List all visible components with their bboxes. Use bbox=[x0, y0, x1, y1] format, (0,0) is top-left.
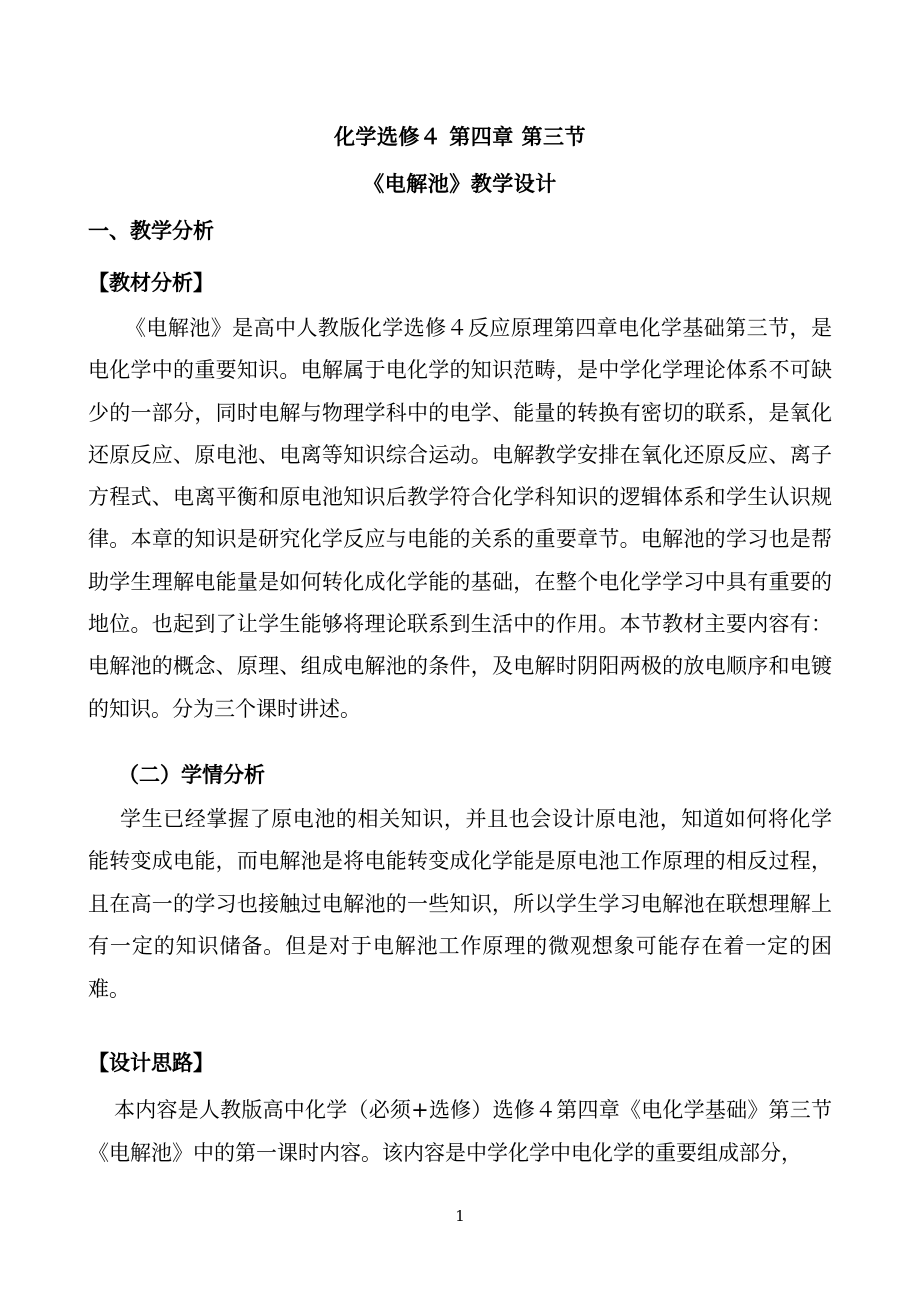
page-number: 1 bbox=[455, 1207, 465, 1225]
design-idea-paragraph: 本内容是人教版高中化学（必须+选修）选修４第四章《电化学基础》第三节《电解池》中的第一课时内容。该内容是中学化学中电化学的重要组成部分， bbox=[88, 1098, 832, 1165]
student-analysis-paragraph: 学生已经掌握了原电池的相关知识，并且也会设计原电池，知道如何将化学能转变成电能，而电解池是将电能转变成化学能是原电池工作原理的相反过程，且在高一的学习也接触过电解池的一些知识，所以学生学习电解池在联想理解上有一定的知识储备。但是对于电解池工作原理的微观想象可能存在着一定的困难。 bbox=[88, 807, 832, 1001]
subsection-heading-student-analysis: （二）学情分析 bbox=[118, 762, 265, 787]
subsection-heading-textbook-analysis: 【教材分析】 bbox=[88, 270, 214, 295]
section-heading-teaching-analysis: 一、教学分析 bbox=[88, 218, 214, 243]
document-title-lesson: 《电解池》教学设计 bbox=[363, 171, 557, 196]
textbook-analysis-paragraph: 《电解池》是高中人教版化学选修４反应原理第四章电化学基础第三节，是电化学中的重要知识。电解属于电化学的知识范畴，是中学化学理论体系不可缺少的一部分，同时电解与物理学科中的电学、能量的转换有密切的联系，是氧化还原反应、原电池、电离等知识综合运动。电解教学安排在氧化还原反应、离子方程式、电离平衡和原电池知识后教学符合化学科知识的逻辑体系和学生认识规律。本章的知识是研究化学反应与电能的关系的重要章节。电解池的学习也是帮助学生理解电能量是如何转化成化学能的基础，在整个电化学学习中具有重要的地位。也起到了让学生能够将理论联系到生活中的作用。本节教材主要内容有：电解池的概念、原理、组成电解池的条件，及电解时阴阳两极的放电顺序和电镀的知识。分为三个课时讲述。 bbox=[88, 316, 832, 721]
subsection-heading-design-idea: 【设计思路】 bbox=[88, 1050, 214, 1075]
document-title-chapter: 化学选修４ 第四章 第三节 bbox=[333, 124, 587, 149]
